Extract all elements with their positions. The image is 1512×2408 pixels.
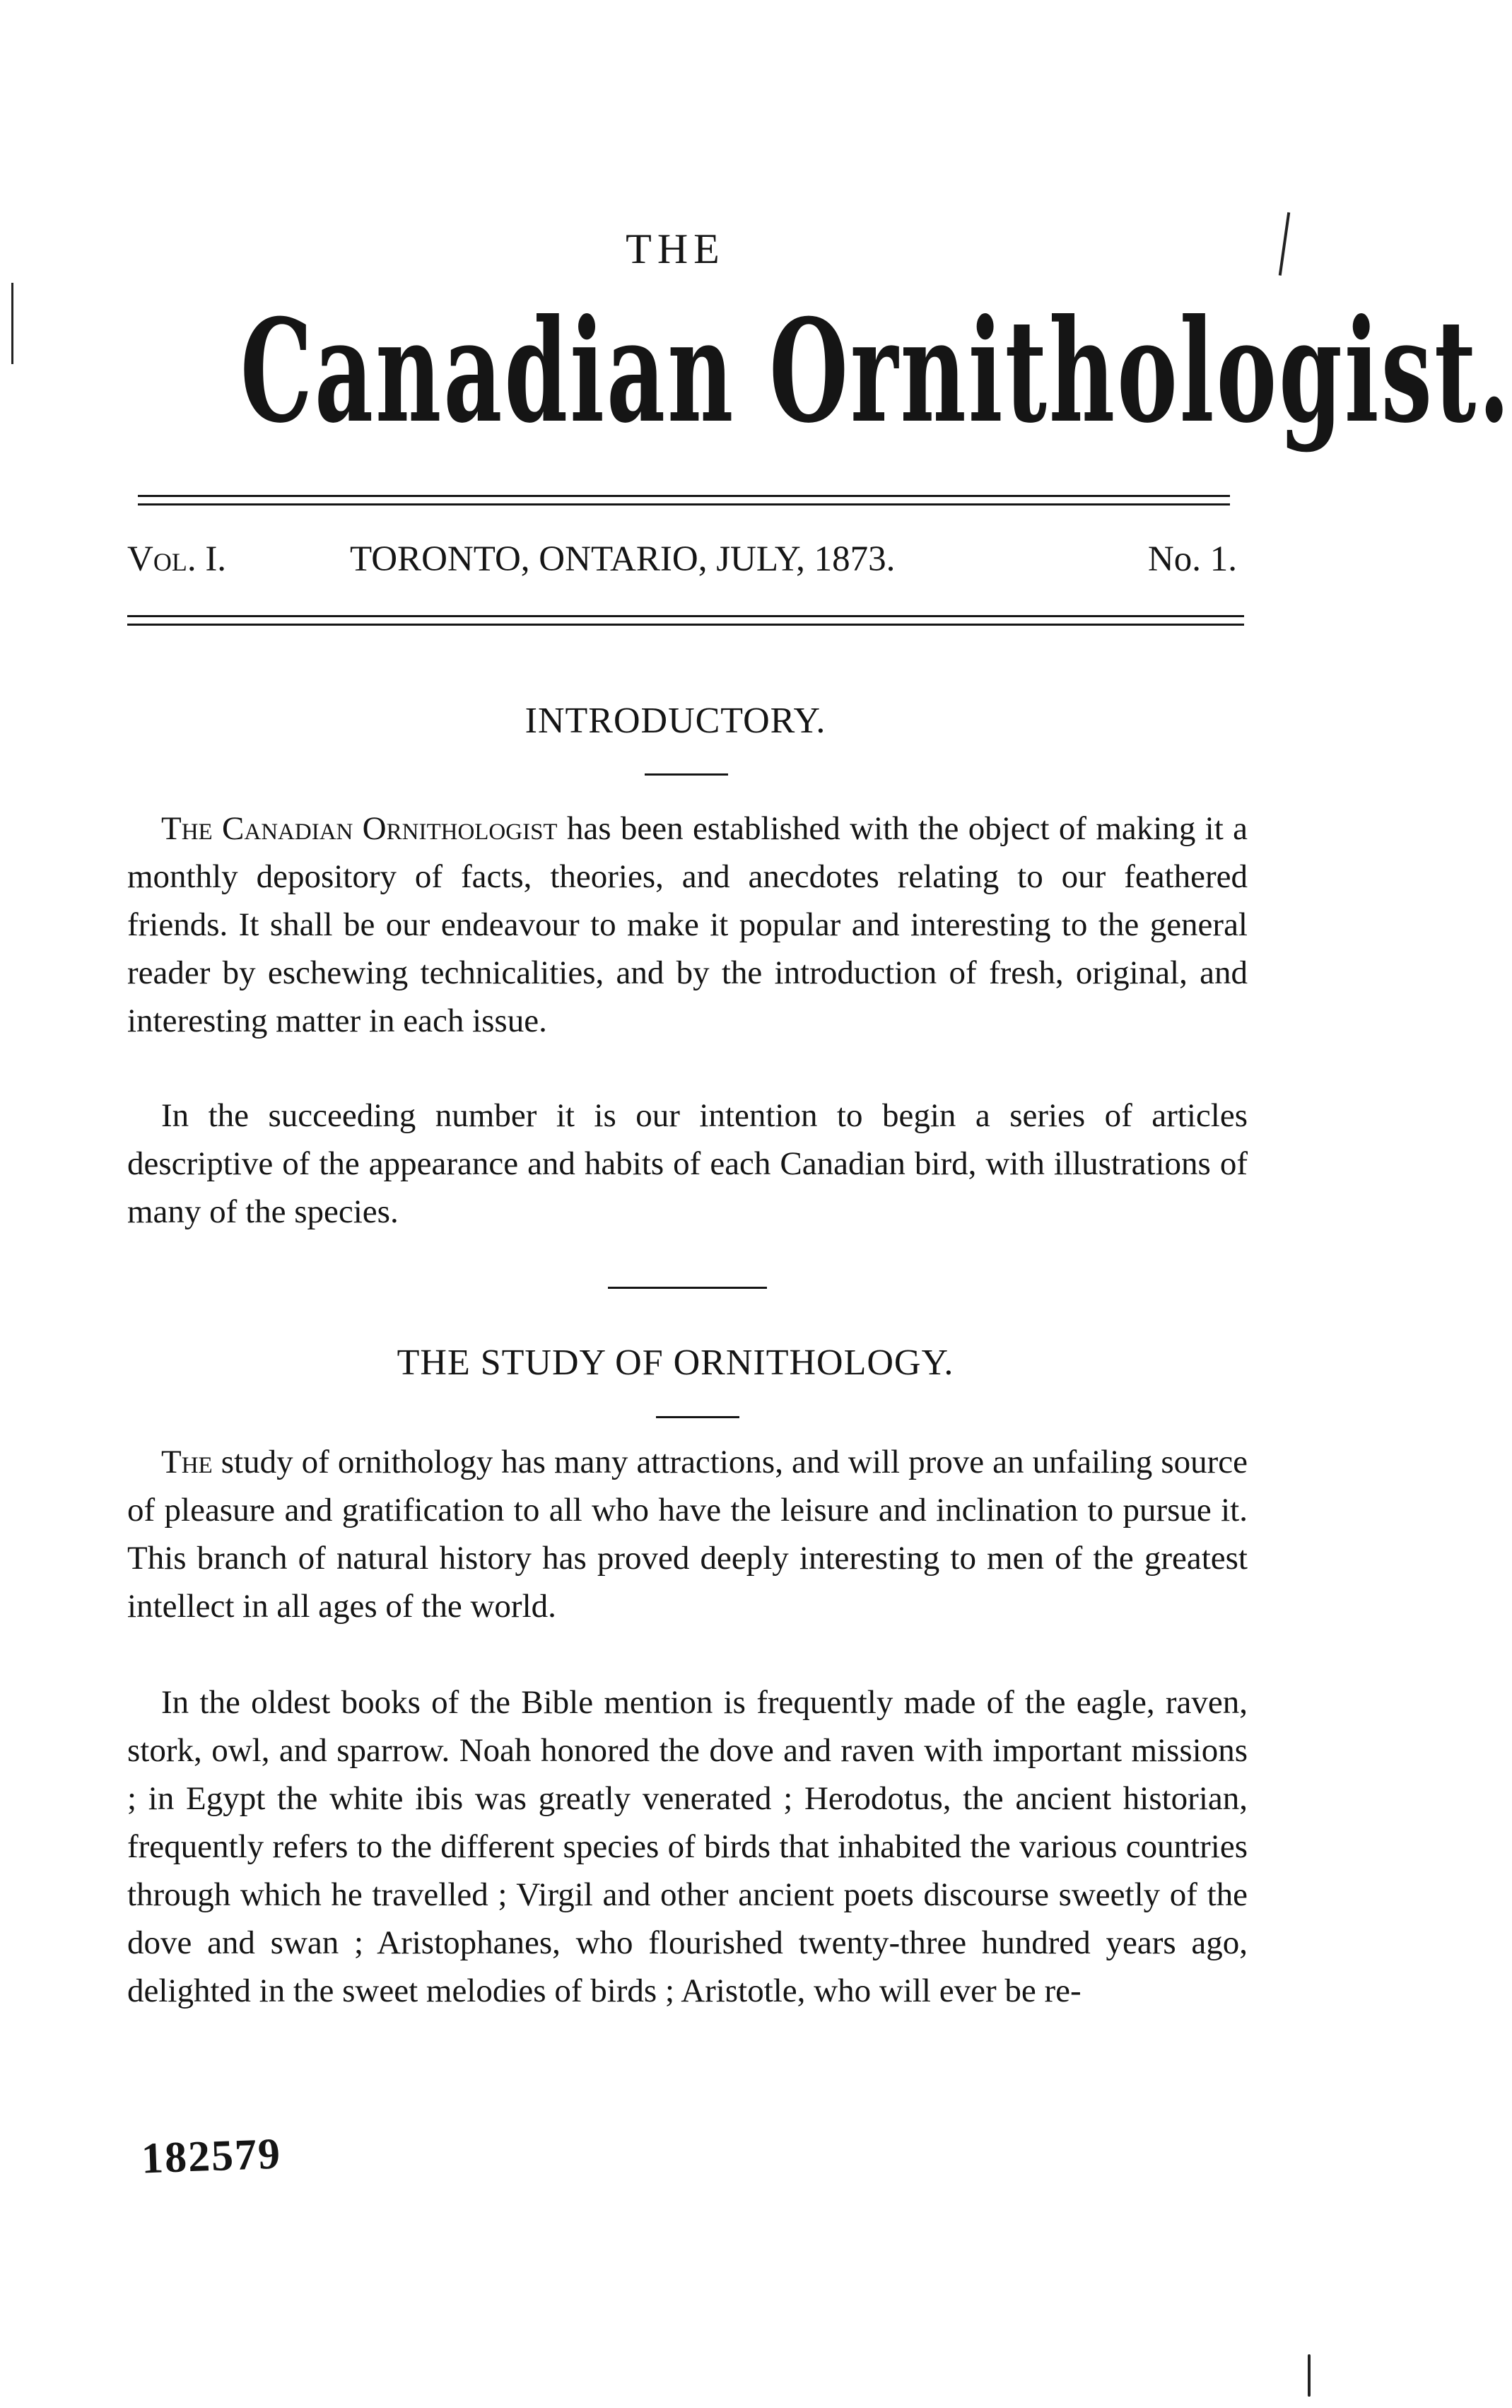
introductory-paragraph-2: In the succeeding number it is our intention to begin a series of articles descriptive of the appearance and habits of each Canadian bird, with illustrations of many of the species.: [127, 1097, 1248, 1230]
introductory-paragraph-1-text: has been established with the object of making it a monthly depository of facts, theories, and anecdotes relating to our feathered friends. It shall be our endeavour to make it popular and interesting to the general reader by eschewing technicalities, and by the introduction of fresh, original, and interesting matter in each issue.: [127, 810, 1248, 1039]
masthead-rule-bottom-2: [127, 624, 1244, 626]
study-paragraph-1-text: study of ornithology has many attractions, and will prove an unfailing source of pleasure and gratification to all who have the leisure and inclination to pursue it. This branch of natural history has proved deeply interesting to men of the greatest intellect in all ages of the world.: [127, 1444, 1248, 1625]
study-heading: THE STUDY OF ORNITHOLOGY.: [397, 1343, 954, 1383]
issue-number: No. 1.: [1147, 539, 1237, 579]
masthead-the: THE: [626, 226, 725, 272]
dateline: TORONTO, ONTARIO, JULY, 1873.: [350, 539, 896, 579]
accession-stamp: 182579: [140, 2129, 283, 2183]
study-paragraph-1: [127, 1438, 1248, 1630]
study-heading-rule: [656, 1416, 739, 1418]
issue-line: [120, 539, 1244, 588]
masthead-rule-top-2: [138, 503, 1230, 505]
scan-edge-bracket: [1308, 2354, 1311, 2397]
masthead-title: Canadian Ornithologist.: [240, 288, 1512, 455]
introductory-heading-rule: [645, 773, 728, 776]
masthead-rule-bottom-1: [127, 615, 1244, 617]
introductory-heading: INTRODUCTORY.: [524, 701, 826, 741]
section-divider: [608, 1287, 767, 1289]
journal-name: The Canadian Ornithologist: [161, 810, 558, 847]
masthead-rule-top-1: [138, 495, 1230, 497]
scan-margin-mark: [11, 283, 13, 364]
volume-label: Vol. I.: [127, 539, 227, 579]
study-paragraph-2: In the oldest books of the Bible mention is frequently made of the eagle, raven, stork, owl, and sparrow. Noah honored the dove and raven with important missions ; in Egypt the white ibis was greatly venerated ; Herodotus, the ancient historian, frequently refers to the different species of birds that inhabited the various countries through which he travelled ; Virgil and other ancient poets discourse sweetly of the dove and swan ; Aristophanes, who flourished twenty-three hundred years ago, delighted in the sweet melodies of birds ; Aristotle, who will ever be re-: [127, 1684, 1248, 2009]
study-lead-word: The: [161, 1444, 213, 1480]
introductory-paragraph-1: [127, 805, 1248, 1045]
